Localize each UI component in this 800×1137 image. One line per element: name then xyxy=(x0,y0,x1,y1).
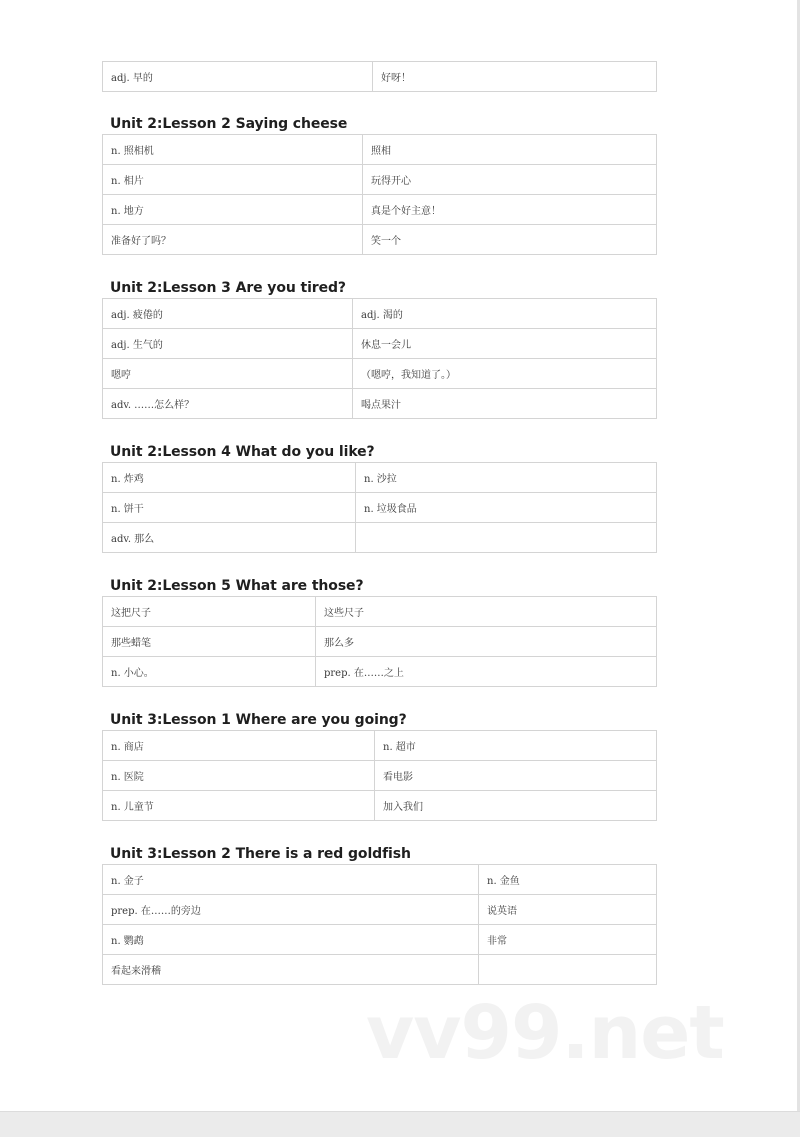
term-cell: adj. 早的 xyxy=(103,62,373,92)
term-cell: n. 金子 xyxy=(103,865,479,895)
vocab-table xyxy=(102,596,657,687)
meaning-cell: 说英语 xyxy=(479,895,657,925)
term-cell: n. 照相机 xyxy=(103,135,363,165)
meaning-cell: 玩得开心 xyxy=(363,165,657,195)
viewer-bottom-bar xyxy=(0,1111,800,1137)
term-cell: 准备好了吗？ xyxy=(103,225,363,255)
table-row xyxy=(103,731,657,761)
meaning-cell: 笑一个 xyxy=(363,225,657,255)
term-cell: n. 商店 xyxy=(103,731,375,761)
table-row xyxy=(103,62,657,92)
meaning-cell: （嗯哼，我知道了。） xyxy=(353,359,657,389)
vocab-table xyxy=(102,61,657,92)
meaning-cell xyxy=(479,955,657,985)
meaning-cell: 这些尺子 xyxy=(316,597,657,627)
term-cell: prep. 在……的旁边 xyxy=(103,895,479,925)
vocab-table xyxy=(102,462,657,553)
meaning-cell: 真是个好主意！ xyxy=(363,195,657,225)
table-row xyxy=(103,627,657,657)
term-cell: n. 地方 xyxy=(103,195,363,225)
vocab-table xyxy=(102,864,657,985)
table-row xyxy=(103,299,657,329)
table-row xyxy=(103,791,657,821)
section-title: Unit 2:Lesson 4 What do you like? xyxy=(110,444,375,460)
term-cell: n. 儿童节 xyxy=(103,791,375,821)
meaning-cell: n. 金鱼 xyxy=(479,865,657,895)
table-row xyxy=(103,925,657,955)
table-row xyxy=(103,463,657,493)
section-title: Unit 2:Lesson 3 Are you tired? xyxy=(110,280,346,296)
meaning-cell: 休息一会儿 xyxy=(353,329,657,359)
meaning-cell: 非常 xyxy=(479,925,657,955)
vocab-table xyxy=(102,298,657,419)
term-cell: n. 饼干 xyxy=(103,493,356,523)
meaning-cell: n. 垃圾食品 xyxy=(356,493,657,523)
table-row xyxy=(103,955,657,985)
table-row xyxy=(103,493,657,523)
meaning-cell: 那么多 xyxy=(316,627,657,657)
meaning-cell: 看电影 xyxy=(375,761,657,791)
meaning-cell: prep. 在……之上 xyxy=(316,657,657,687)
meaning-cell: adj. 渴的 xyxy=(353,299,657,329)
table-row xyxy=(103,895,657,925)
table-row xyxy=(103,523,657,553)
term-cell: adj. 生气的 xyxy=(103,329,353,359)
section-title: Unit 3:Lesson 2 There is a red goldfish xyxy=(110,846,411,862)
meaning-cell xyxy=(356,523,657,553)
term-cell: 那些蜡笔 xyxy=(103,627,316,657)
table-row xyxy=(103,597,657,627)
table-row xyxy=(103,865,657,895)
table-row xyxy=(103,225,657,255)
section-title: Unit 2:Lesson 5 What are those? xyxy=(110,578,364,594)
term-cell: n. 医院 xyxy=(103,761,375,791)
term-cell: adj. 疲倦的 xyxy=(103,299,353,329)
term-cell: 看起来滑稽 xyxy=(103,955,479,985)
watermark: vv99.net xyxy=(366,990,724,1076)
term-cell: 嗯哼 xyxy=(103,359,353,389)
table-row xyxy=(103,389,657,419)
vocab-table xyxy=(102,730,657,821)
term-cell: n. 炸鸡 xyxy=(103,463,356,493)
meaning-cell: 加入我们 xyxy=(375,791,657,821)
table-row xyxy=(103,165,657,195)
table-row xyxy=(103,359,657,389)
section-title: Unit 3:Lesson 1 Where are you going? xyxy=(110,712,407,728)
term-cell: 这把尺子 xyxy=(103,597,316,627)
meaning-cell: 照相 xyxy=(363,135,657,165)
section-title: Unit 2:Lesson 2 Saying cheese xyxy=(110,116,348,132)
term-cell: n. 鹦鹉 xyxy=(103,925,479,955)
term-cell: adv. 那么 xyxy=(103,523,356,553)
table-row xyxy=(103,761,657,791)
meaning-cell: 好呀！ xyxy=(373,62,657,92)
table-row xyxy=(103,195,657,225)
table-row xyxy=(103,657,657,687)
meaning-cell: 喝点果汁 xyxy=(353,389,657,419)
term-cell: n. 小心。 xyxy=(103,657,316,687)
meaning-cell: n. 沙拉 xyxy=(356,463,657,493)
vocab-table xyxy=(102,134,657,255)
meaning-cell: n. 超市 xyxy=(375,731,657,761)
term-cell: adv. ……怎么样？ xyxy=(103,389,353,419)
table-row xyxy=(103,329,657,359)
term-cell: n. 相片 xyxy=(103,165,363,195)
table-row xyxy=(103,135,657,165)
